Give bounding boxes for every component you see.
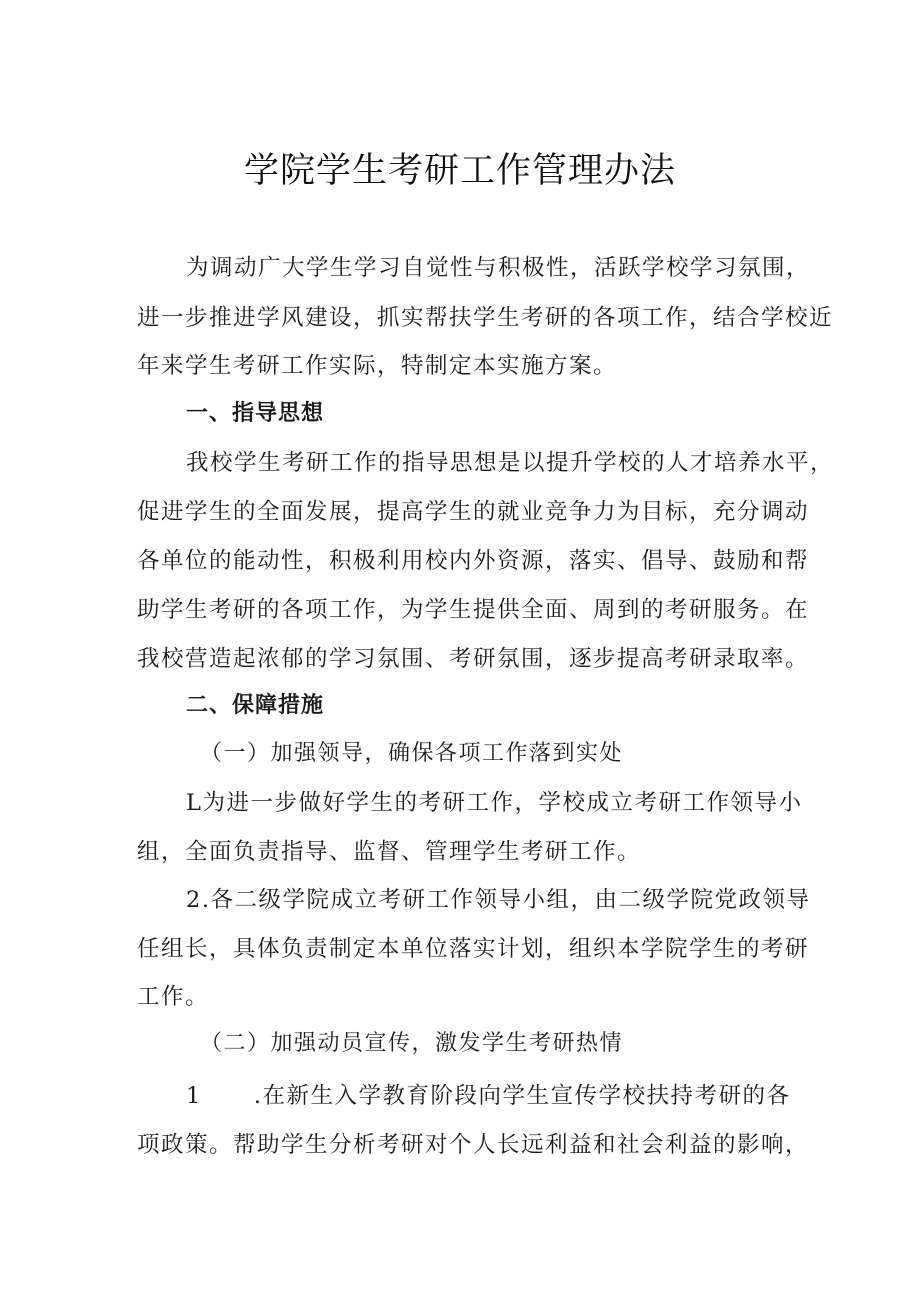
sub1-item2-line: 2.各二级学院成立考研工作领导小组，由二级学院党政领导 <box>186 887 811 913</box>
section1-line: 助学生考研的各项工作，为学生提供全面、周到的考研服务。在 <box>137 597 810 623</box>
item-number: 1 <box>186 1083 202 1109</box>
item-text: .在新生入学教育阶段向学生宣传学校扶持考研的各 <box>253 1083 791 1109</box>
sub1-item1-line: 组，全面负责指导、监督、管理学生考研工作。 <box>137 839 642 865</box>
sub1-item2-line: 工作。 <box>137 984 210 1010</box>
subsection-heading-mobilization: （二）加强动员宣传，激发学生考研热情 <box>200 1031 624 1056</box>
sub2-item1-line: 项政策。帮助学生分析考研对个人长远利益和社会利益的影响， <box>137 1132 810 1158</box>
sub1-item1-line: L为进一步做好学生的考研工作，学校成立考研工作领导小 <box>186 790 803 816</box>
intro-line: 进一步推进学风建设，抓实帮扶学生考研的各项工作，结合学校近 <box>137 305 834 331</box>
section-heading-safeguards: 二、保障措施 <box>186 693 325 718</box>
document-title: 学院学生考研工作管理办法 <box>243 151 676 191</box>
section1-line: 我校营造起浓郁的学习氛围、考研氛围，逐步提高考研录取率。 <box>137 646 810 672</box>
section1-line: 我校学生考研工作的指导思想是以提升学校的人才培养水平， <box>186 450 835 476</box>
intro-line: 为调动广大学生学习自觉性与积极性，活跃学校学习氛围， <box>186 255 811 281</box>
subsection-heading-leadership: （一）加强领导，确保各项工作落到实处 <box>200 741 624 766</box>
intro-line: 年来学生考研工作实际，特制定本实施方案。 <box>137 353 618 379</box>
sub2-item1-line <box>186 1080 790 1112</box>
section1-line: 促进学生的全面发展，提高学生的就业竞争力为目标，充分调动 <box>137 499 810 525</box>
section1-line: 各单位的能动性，积极利用校内外资源，落实、倡导、鼓励和帮 <box>137 548 810 574</box>
section-heading-guiding-ideology: 一、指导思想 <box>186 401 325 426</box>
sub1-item2-line: 任组长，具体负责制定本单位落实计划，组织本学院学生的考研 <box>137 936 810 962</box>
